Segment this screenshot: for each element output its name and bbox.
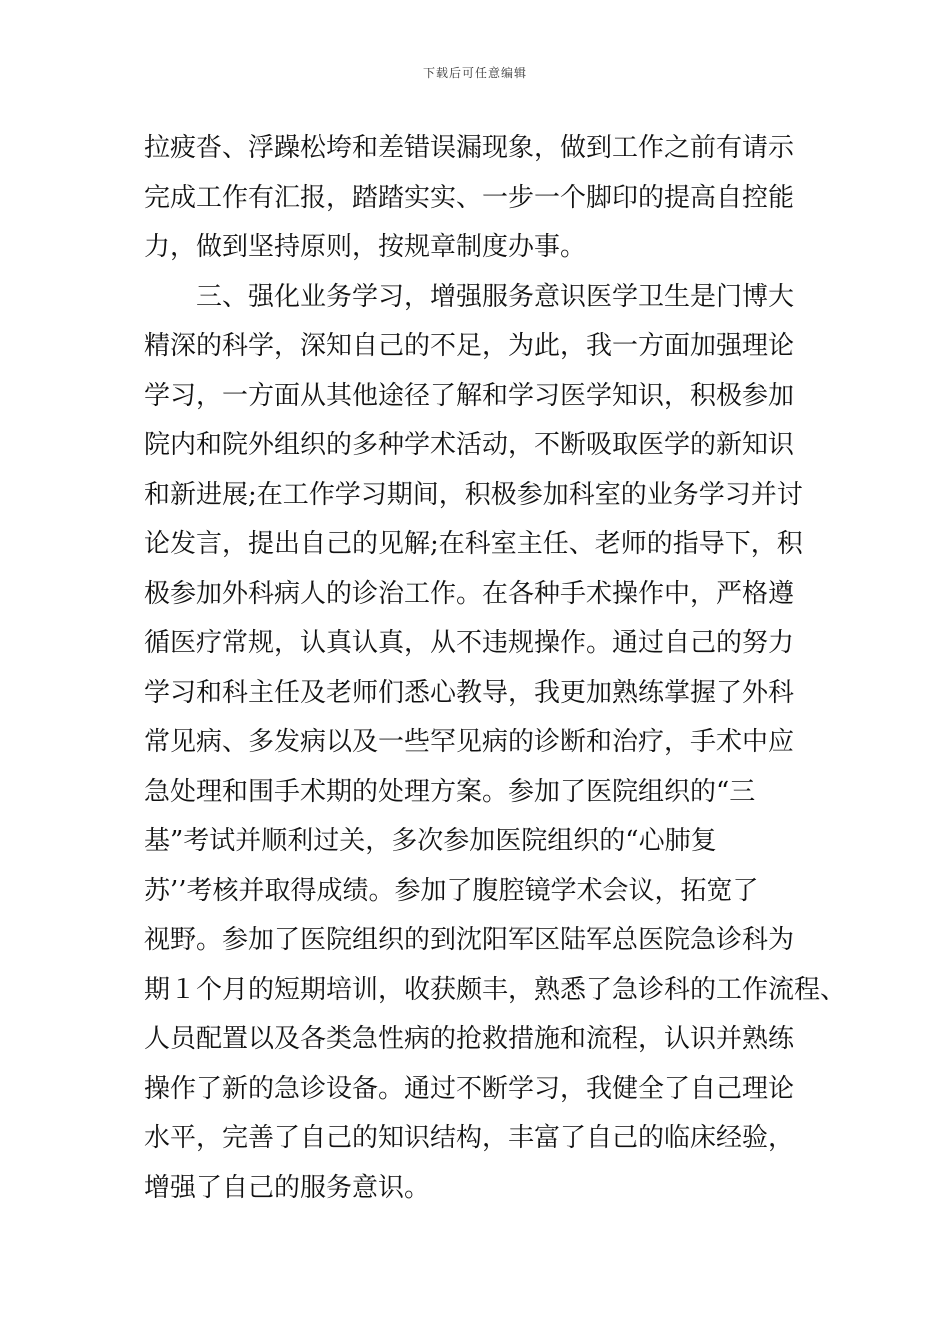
text-line: 完成工作有汇报，踏踏实实、一步一个脚印的提高自控能 (144, 182, 795, 213)
text-line: 水平，完善了自己的知识结构，丰富了自己的临床经验， (144, 1123, 795, 1153)
text-line: 期１个月的短期培训，收获颇丰，熟悉了急诊科的工作流程、 (144, 974, 847, 1005)
text-line: 人员配置以及各类急性病的抢救措施和流程，认识并熟练 (144, 1024, 795, 1054)
text-line: 力，做到坚持原则，按规章制度办事。 (144, 232, 587, 262)
page-header: 下载后可任意编辑 (422, 66, 527, 80)
text-line: 苏’’考核并取得成绩。参加了腹腔镜学术会议，拓宽了 (144, 875, 759, 906)
text-line: 学习和科主任及老师们悉心教导，我更加熟练掌握了外科 (144, 677, 795, 708)
text-line: 论发言，提出自己的见解;在科室主任、老师的指导下，积 (144, 529, 803, 559)
text-line: 常见病、多发病以及一些罕见病的诊断和治疗，手术中应 (144, 727, 795, 757)
text-line: 极参加外科病人的诊治工作。在各种手术操作中，严格遵 (144, 578, 795, 609)
text-line: 精深的科学，深知自己的不足，为此，我一方面加强理论 (144, 331, 795, 361)
document-body (144, 124, 847, 1213)
text-line: 基”考试并顺利过关，多次参加医院组织的“心肺复 (144, 826, 717, 856)
text-line: 循医疗常规，认真认真，从不违规操作。通过自己的努力 (144, 628, 795, 658)
text-line: 学习，一方面从其他途径了解和学习医学知识，积极参加 (144, 380, 795, 411)
text-line: 增强了自己的服务意识。 (144, 1172, 431, 1203)
text-line: 院内和院外组织的多种学术活动，不断吸取医学的新知识 (144, 430, 795, 460)
text-line: 拉疲沓、浮躁松垮和差错误漏现象，做到工作之前有请示 (144, 133, 795, 163)
text-line: 和新进展;在工作学习期间，积极参加科室的业务学习并讨 (144, 479, 803, 510)
text-line: 操作了新的急诊设备。通过不断学习，我健全了自己理论 (144, 1073, 795, 1104)
text-line: 视野。参加了医院组织的到沈阳军区陆军总医院急诊科为 (144, 925, 795, 955)
text-line: 三、强化业务学习，增强服务意识医学卫生是门博大 (196, 281, 795, 312)
text-line: 急处理和围手术期的处理方案。参加了医院组织的“三 (144, 776, 756, 807)
